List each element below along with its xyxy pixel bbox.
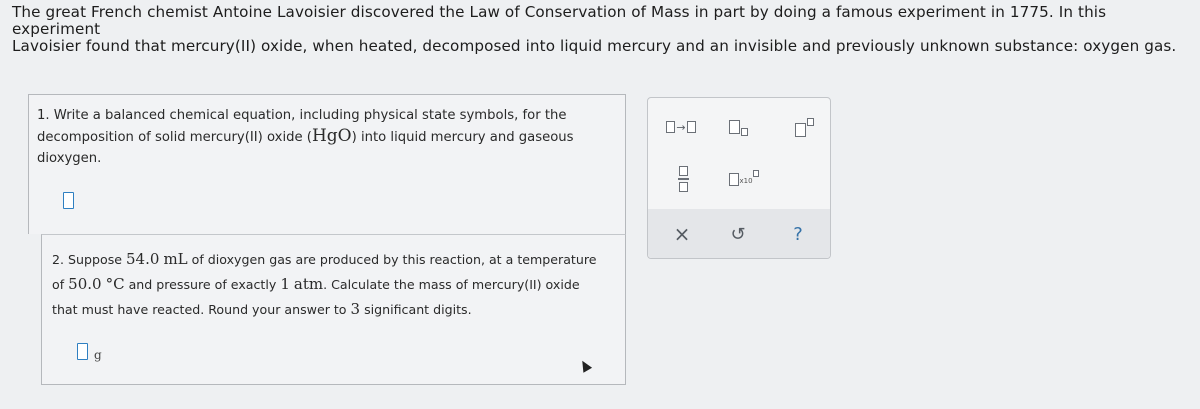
box-icon	[687, 121, 696, 133]
q1-line-3: dioxygen.	[37, 151, 102, 166]
reaction-arrow-button[interactable]	[660, 118, 702, 136]
q1-text-b: ) into liquid mercury and gaseous	[351, 130, 574, 145]
temperature-value: 50.0	[68, 275, 102, 293]
box-icon	[795, 123, 806, 137]
subscript-button[interactable]	[724, 116, 752, 138]
undo-button[interactable]	[724, 221, 752, 247]
temperature-unit: °C	[105, 275, 125, 293]
help-icon: ?	[793, 223, 803, 245]
q2-text-c: of	[52, 277, 69, 292]
mouse-cursor-icon	[578, 358, 592, 373]
fraction-bar-icon	[678, 178, 689, 179]
question-2-panel	[41, 234, 626, 385]
q1-text-a: decomposition of solid mercury(II) oxide (	[37, 130, 312, 145]
box-icon	[729, 120, 740, 134]
pressure-unit: atm	[293, 275, 324, 293]
arrow-icon: →	[676, 120, 686, 134]
question-2-text	[52, 247, 612, 322]
numerator-box-icon	[679, 166, 688, 176]
exponent-box-icon	[753, 170, 759, 177]
answer-unit-label: g	[94, 348, 102, 362]
denominator-box-icon	[679, 182, 688, 192]
superscript-box-icon	[807, 118, 814, 126]
subscript-box-icon	[741, 128, 748, 136]
mass-answer-input[interactable]	[77, 343, 88, 360]
superscript-button[interactable]	[790, 114, 818, 138]
pressure-value: 1	[280, 275, 290, 293]
intro-line-2: Lavoisier found that mercury(II) oxide, when heated, decomposed into liquid mercury and an invisible and previously unknown substance: oxygen gas.	[12, 37, 1177, 55]
hgo-formula: HgO	[311, 126, 352, 146]
equation-answer-input[interactable]	[63, 192, 74, 209]
undo-icon: ↺	[730, 223, 746, 245]
q2-text-e: . Calculate the mass of mercury(II) oxide	[323, 277, 580, 292]
q1-line-1: 1. Write a balanced chemical equation, including physical state symbols, for the	[37, 108, 567, 123]
fraction-button[interactable]	[674, 164, 692, 194]
q2-text-a: 2. Suppose	[52, 252, 127, 267]
volume-value: 54.0	[126, 250, 160, 268]
q2-text-d: and pressure of exactly	[124, 277, 281, 292]
sigfigs-value: 3	[350, 300, 361, 318]
intro-text	[12, 4, 1192, 55]
intro-line-1: The great French chemist Antoine Lavoisier discovered the Law of Conservation of Mass in part by doing a famous experiment in 1775. In this experiment	[12, 3, 1107, 38]
q2-line-3	[52, 297, 612, 322]
q2-line-2	[52, 272, 612, 297]
math-toolbar	[647, 97, 831, 259]
toolbar-action-row	[648, 209, 830, 258]
scientific-notation-button[interactable]	[726, 164, 762, 188]
box-icon	[729, 173, 739, 186]
q2-text-b: of dioxygen gas are produced by this reaction, at a temperature	[187, 252, 597, 267]
q2-text-f: that must have reacted. Round your answer to	[52, 302, 351, 317]
question-1-text	[37, 105, 597, 169]
q2-text-g: significant digits.	[360, 302, 472, 317]
close-icon: ×	[673, 222, 691, 246]
clear-button[interactable]	[668, 221, 696, 247]
q1-line-2	[37, 126, 597, 148]
volume-unit: mL	[163, 250, 188, 268]
help-button[interactable]	[784, 221, 812, 247]
x10-label: x10	[739, 177, 753, 185]
question-1-panel	[28, 94, 626, 234]
box-icon	[666, 121, 675, 133]
q2-line-1	[52, 247, 612, 272]
